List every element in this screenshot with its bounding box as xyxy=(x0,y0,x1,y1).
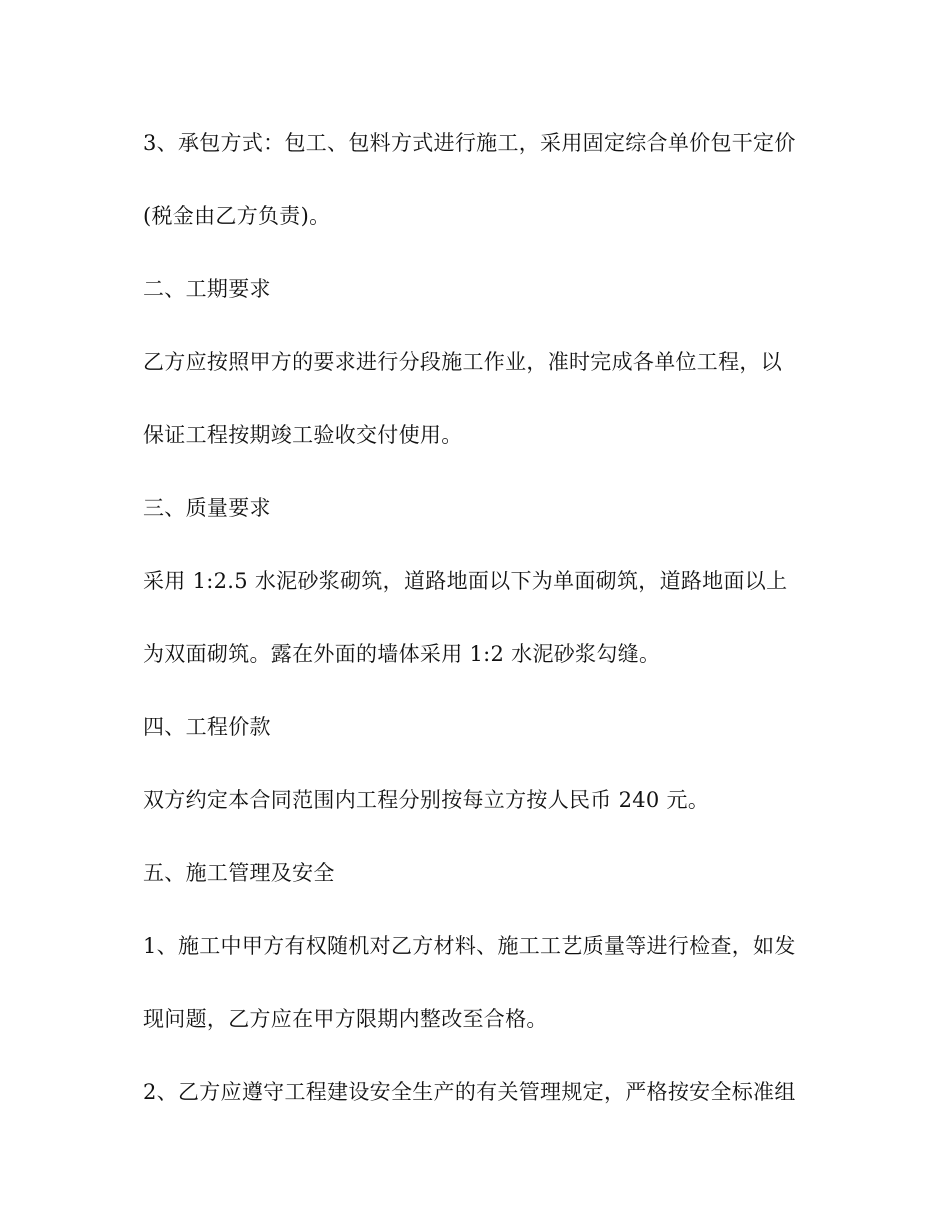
quality-paragraph-line-2: 为双面砌筑。露在外面的墙体采用 1:2 水泥砂浆勾缝。 xyxy=(143,642,661,666)
schedule-paragraph-line-1: 乙方应按照甲方的要求进行分段施工作业，准时完成各单位工程，以 xyxy=(143,350,782,374)
price-paragraph: 双方约定本合同范围内工程分别按每立方按人民币 240 元。 xyxy=(143,788,710,812)
section-heading-quality: 三、质量要求 xyxy=(143,496,271,520)
management-clause-2-line-1: 2、乙方应遵守工程建设安全生产的有关管理规定，严格按安全标准组 xyxy=(143,1080,796,1104)
clause-3-continuation: (税金由乙方负责)。 xyxy=(143,204,331,228)
section-heading-management-safety: 五、施工管理及安全 xyxy=(143,861,335,885)
management-clause-1-line-1: 1、施工中甲方有权随机对乙方材料、施工工艺质量等进行检查，如发 xyxy=(143,934,796,958)
section-heading-schedule: 二、工期要求 xyxy=(143,277,271,301)
section-heading-price: 四、工程价款 xyxy=(143,715,271,739)
clause-3-contract-method: 3、承包方式：包工、包料方式进行施工，采用固定综合单价包干定价 xyxy=(143,131,796,155)
schedule-paragraph-line-2: 保证工程按期竣工验收交付使用。 xyxy=(143,423,463,447)
quality-paragraph-line-1: 采用 1:2.5 水泥砂浆砌筑，道路地面以下为单面砌筑，道路地面以上 xyxy=(143,569,788,593)
management-clause-1-line-2: 现问题，乙方应在甲方限期内整改至合格。 xyxy=(143,1007,548,1031)
